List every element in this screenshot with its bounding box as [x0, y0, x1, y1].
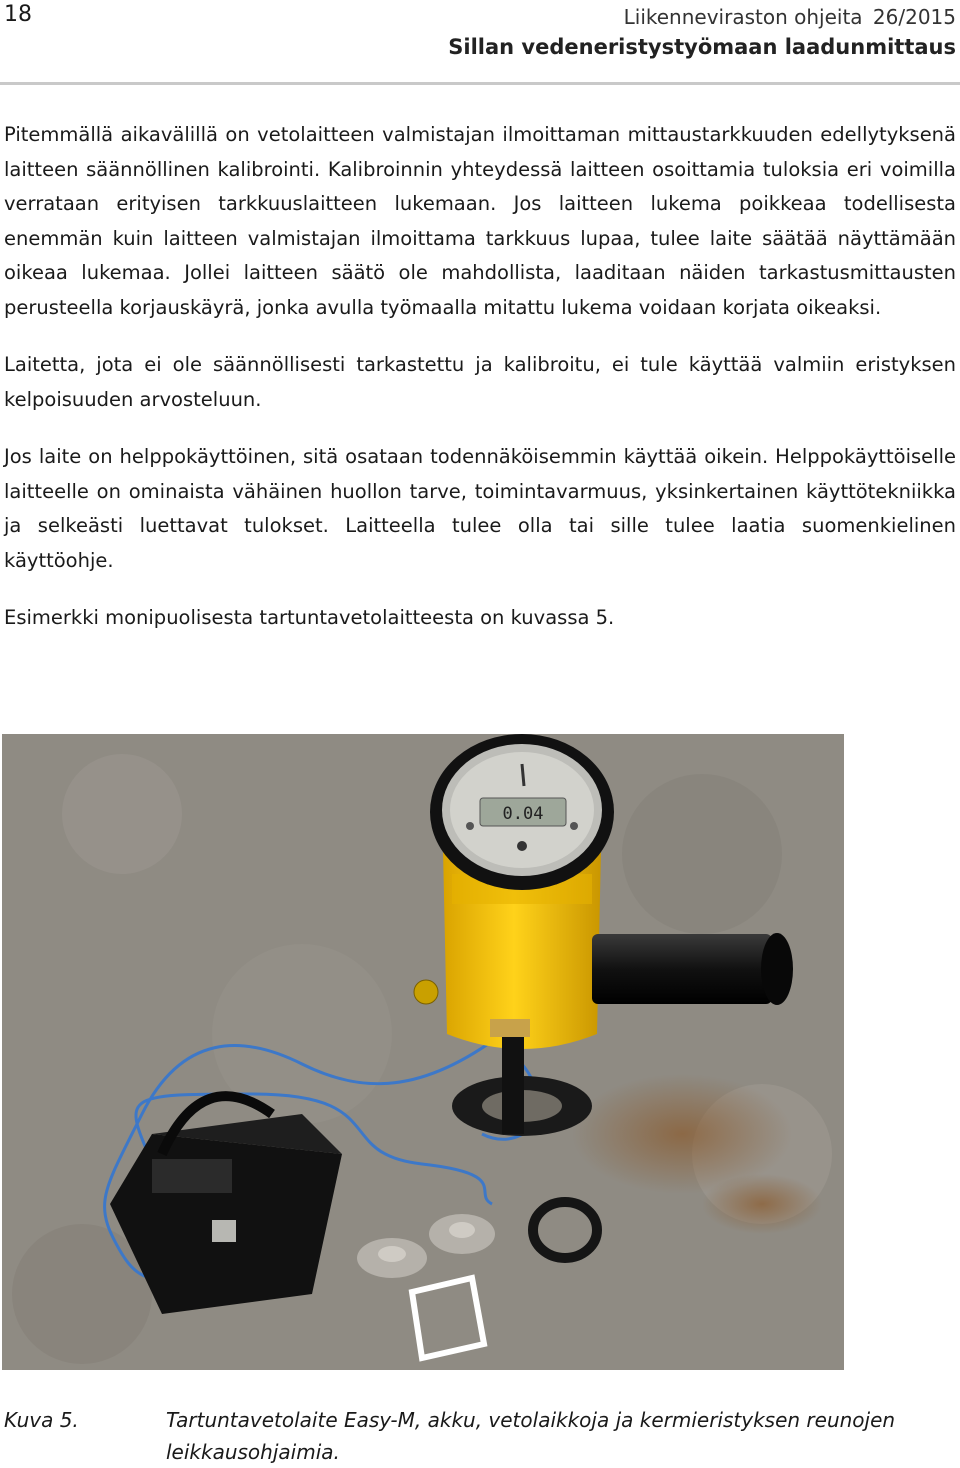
series-number: 26/2015: [872, 5, 956, 29]
paragraph: Esimerkki monipuolisesta tartuntavetolaitteesta on kuvassa 5.: [4, 606, 615, 629]
paragraph: Jos laite on helppokäyttöinen, sitä osataan todennäköisemmin käyttää oikein. Helppokäyttöiselle laitteelle on ominaista vähäinen huollon tarve, toimintavarmuus, yksinkertainen käyttötekniikka ja selkeästi luettavat tulokset. Laitteella tulee olla tai sille tulee laatia suomenkielinen käyttöohje.: [4, 445, 956, 572]
running-header: [448, 2, 956, 62]
figure-photo: [2, 734, 844, 1370]
paragraph: Laitetta, jota ei ole säännöllisesti tarkastettu ja kalibroitu, ei tule käyttää valmiin eristyksen kelpoisuuden arvosteluun.: [4, 353, 956, 411]
handle-tube: [592, 934, 772, 1004]
document-title: Sillan vedeneristystyömaan laadunmittaus: [448, 35, 956, 59]
body-text: [4, 118, 956, 659]
figure-caption: [4, 1404, 956, 1468]
digital-display: 0.04: [502, 804, 544, 824]
series-name: Liikenneviraston ohjeita: [623, 5, 863, 29]
caption-text: Tartuntavetolaite Easy-M, akku, vetolaikkoja ja kermieristyksen reunojen leikkausohjaimia.: [166, 1408, 896, 1464]
header-divider: [0, 82, 960, 85]
publication-series: [448, 2, 956, 32]
page-number: 18: [4, 2, 32, 27]
caption-label: Kuva 5.: [4, 1408, 79, 1432]
paragraph: Pitemmällä aikavälillä on vetolaitteen valmistajan ilmoittaman mittaustarkkuuden edellytyksenä laitteen säännöllinen kalibrointi. Kalibroinnin yhteydessä laitteen osoittamia tuloksia eri voimilla verrataan erityisen tarkkuuslaitteen lukemaan. Jos laitteen lukema poikkeaa todellisesta enemmän kuin laitteen valmistajan ilmoittama tarkkuus lupaa, tulee laite säätää näyttämään oikeaa lukemaa. Jollei laitteen säätö ole mahdollista, laaditaan näiden tarkastusmittausten perusteella korjauskäyrä, jonka avulla työmaalla mitattu lukema voidaan korjata oikeaksi.: [4, 123, 956, 319]
